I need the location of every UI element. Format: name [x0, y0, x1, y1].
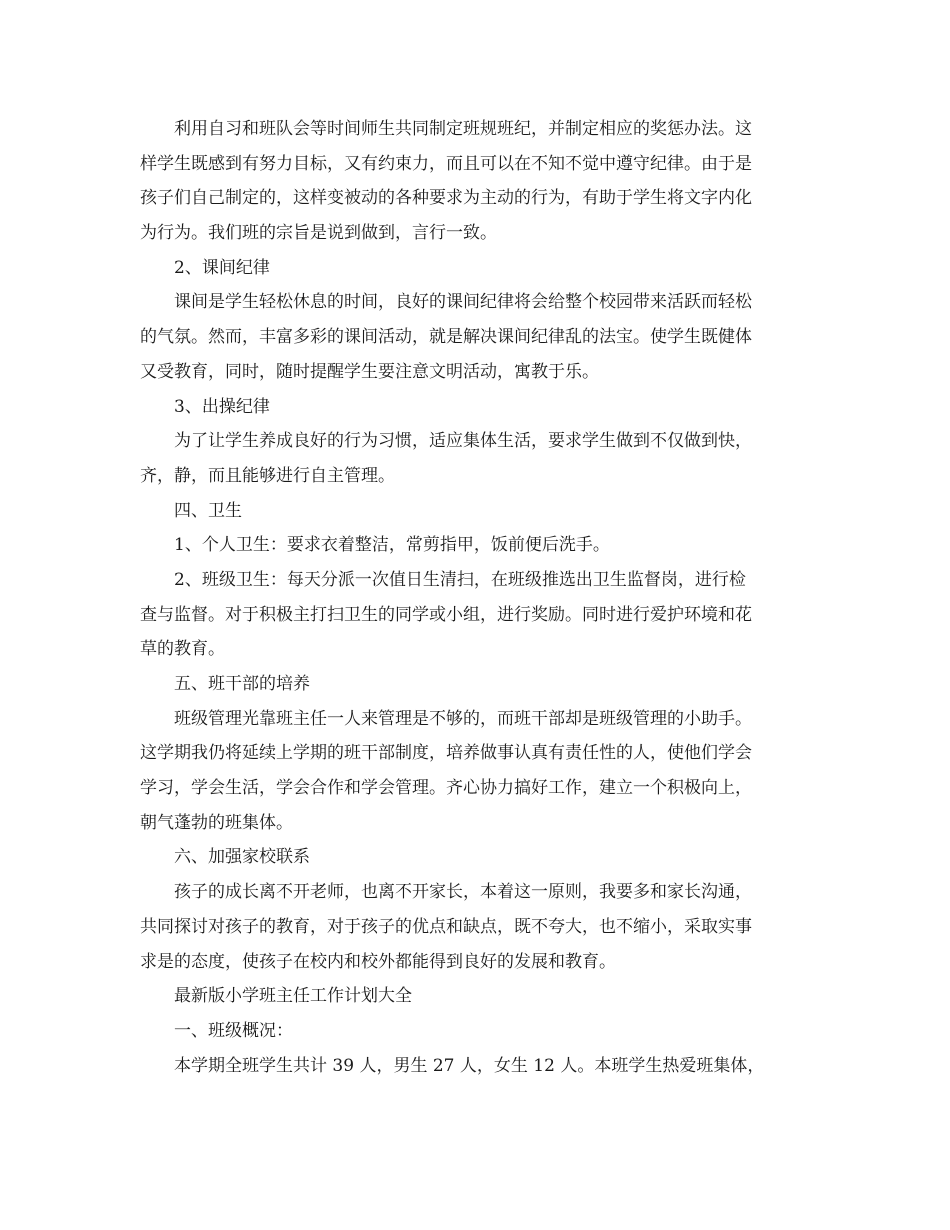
paragraph-line: 为行为。我们班的宗旨是说到做到，言行一致。	[140, 223, 497, 244]
paragraph-line: 样学生既感到有努力目标，又有约束力，而且可以在不知不觉中遵守纪律。由于是	[140, 153, 752, 174]
paragraph-line: 为了让学生养成良好的行为习惯，适应集体生活，要求学生做到不仅做到快，	[174, 431, 752, 452]
paragraph-line: 查与监督。对于积极主打扫卫生的同学或小组，进行奖励。同时进行爱护环境和花	[140, 604, 752, 625]
paragraph-line: 孩子们自己制定的，这样变被动的各种要求为主动的行为，有助于学生将文字内化	[140, 188, 752, 209]
paragraph-line: 学习，学会生活，学会合作和学会管理。齐心协力搞好工作，建立一个积极向上，	[140, 778, 752, 799]
paragraph-line: 班级管理光靠班主任一人来管理是不够的，而班干部却是班级管理的小助手。	[174, 708, 752, 729]
paragraph-line: 朝气蓬勃的班集体。	[140, 812, 293, 833]
section-heading: 四、卫生	[174, 500, 242, 521]
section-heading: 2、课间纪律	[174, 257, 270, 278]
paragraph-line: 利用自习和班队会等时间师生共同制定班规班纪，并制定相应的奖惩办法。这	[174, 119, 752, 139]
section-heading: 3、出操纪律	[174, 396, 270, 417]
paragraph-line: 课间是学生轻松休息的时间，良好的课间纪律将会给整个校园带来活跃而轻松	[174, 292, 752, 313]
paragraph-line: 孩子的成长离不开老师，也离不开家长，本着这一原则，我要多和家长沟通，	[174, 882, 752, 903]
section-heading: 一、班级概况：	[174, 1020, 293, 1041]
section-heading: 五、班干部的培养	[174, 674, 310, 694]
paragraph-line: 求是的态度，使孩子在校内和校外都能得到良好的发展和教育。	[140, 951, 616, 972]
section-heading: 六、加强家校联系	[174, 847, 310, 868]
paragraph-line: 2、班级卫生：每天分派一次值日生清扫，在班级推选出卫生监督岗，进行检	[174, 569, 746, 590]
document-title: 最新版小学班主任工作计划大全	[174, 986, 412, 1007]
paragraph-line: 共同探讨对孩子的教育，对于孩子的优点和缺点，既不夸大，也不缩小，采取实事	[140, 916, 752, 937]
paragraph-line: 这学期我仍将延续上学期的班干部制度，培养做事认真有责任性的人，使他们学会	[140, 743, 752, 764]
paragraph-line: 草的教育。	[140, 639, 225, 660]
paragraph-line: 又受教育，同时，随时提醒学生要注意文明活动，寓教于乐。	[140, 361, 599, 382]
paragraph-line: 本学期全班学生共计 39 人，男生 27 人，女生 12 人。本班学生热爱班集体，	[174, 1055, 765, 1076]
paragraph-line: 齐，静，而且能够进行自主管理。	[140, 465, 395, 486]
document-body	[140, 112, 810, 1083]
paragraph-line: 的气氛。然而，丰富多彩的课间活动，就是解决课间纪律乱的法宝。使学生既健体	[140, 327, 752, 348]
paragraph-line: 1、个人卫生：要求衣着整洁，常剪指甲，饭前便后洗手。	[174, 535, 610, 556]
